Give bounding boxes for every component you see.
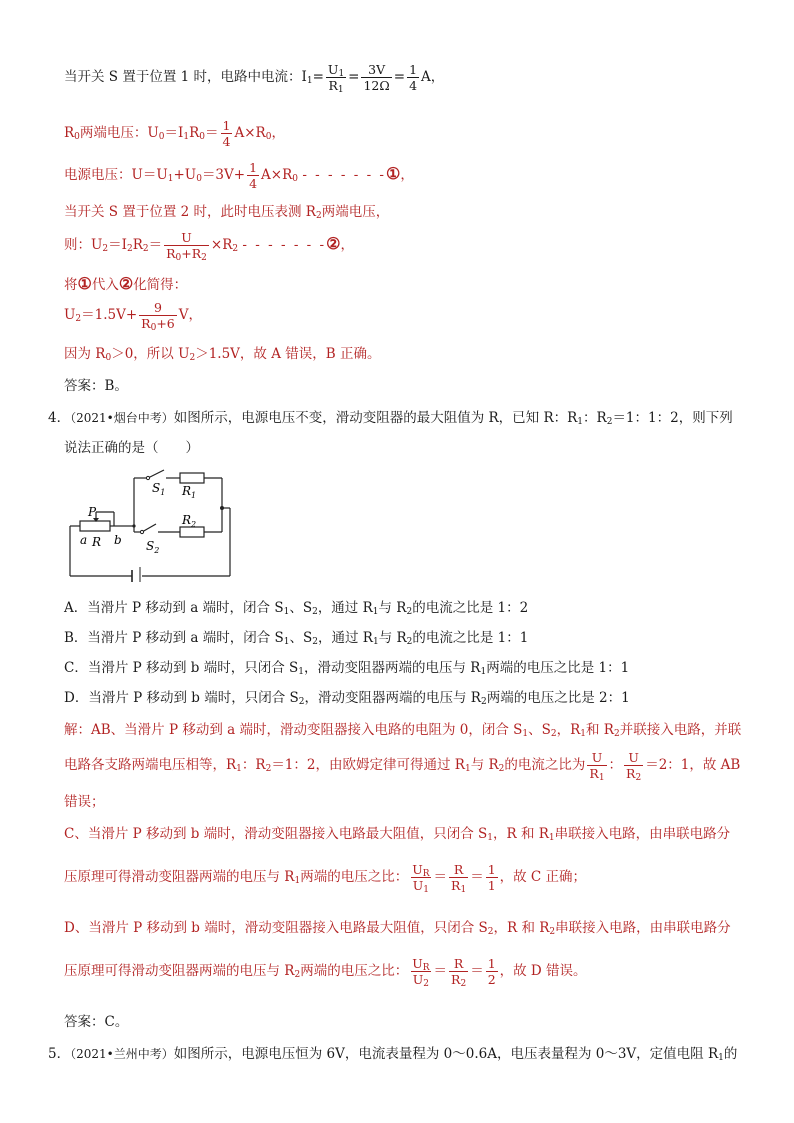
- fraction: $\frac{1}{2}$: [487, 956, 496, 987]
- answer-c: 答案：C。: [64, 1014, 129, 1030]
- line-u2-simplified: $U_2=1.5V+$ $\frac{9}{R_0+6}$ V，: [64, 300, 202, 333]
- label-s1: $S_1$: [152, 481, 166, 497]
- solution-ab-line1: 解：AB、当滑片 P 移动到 a 端时，滑动变阻器接入电路的电阻为 0，闭合 $S_1$、$S_2$，$R_1$和 $R_2$并联接入电路，并联: [64, 722, 742, 739]
- fraction: $\frac{R}{R_1}$: [451, 862, 467, 895]
- fraction: $\frac{U_R}{U_2}$: [412, 956, 430, 989]
- solution-d-line2: 压原理可得滑动变阻器两端的电压与 $R_2$两端的电压之比： $\frac{U_R}{U_2}$ ＝ $\frac{R}{R_2}$ ＝ $\frac{1}{2}$ ，故 D 错误。: [64, 956, 587, 989]
- fraction: $\frac{1}{4}$: [222, 118, 231, 149]
- fraction: $\frac{U_1}{R_1}$: [327, 62, 345, 95]
- label-s2: $S_2$: [146, 539, 160, 555]
- line-u2-expression: 则：$U_2=I_2R_2=$ $\frac{U}{R_0+R_2}$ $\times R_2$ - - - - - - -②，: [64, 230, 354, 263]
- solution-c-line1: C、当滑片 P 移动到 b 端时，滑动变阻器接入电路最大阻值，只闭合 $S_1$，R 和 $R_1$串联接入电路，由串联电路分: [64, 826, 731, 843]
- circled-number-2: ②: [326, 234, 341, 253]
- label-a: a: [80, 533, 88, 547]
- option-d: D．当滑片 P 移动到 b 端时，只闭合 $S_2$，滑动变阻器两端的电压与 $R_2$两端的电压之比是 2：1: [64, 690, 630, 707]
- label-r2: $R_2$: [182, 513, 197, 529]
- fraction: $\frac{3V}{12\Omega}$: [363, 62, 390, 93]
- question-4-stem-line1: 4．（2021•烟台中考）如图所示，电源电压不变，滑动变阻器的最大阻值为 R，已知 R：$R_1$：$R_2=1$：1：2，则下列: [48, 410, 733, 427]
- line-conclusion: 因为 $R_0>0$，所以 $U_2>1.5V$，故 A 错误，B 正确。: [64, 346, 381, 363]
- solution-ab-line3: 错误；: [64, 794, 105, 810]
- label-p: P: [88, 505, 97, 519]
- label-b: b: [114, 533, 122, 547]
- option-a: A．当滑片 P 移动到 a 端时，闭合 $S_1$、$S_2$，通过 $R_1$与 $R_2$的电流之比是 1：2: [64, 600, 529, 617]
- option-c: C．当滑片 P 移动到 b 端时，只闭合 $S_1$，滑动变阻器两端的电压与 $R_1$两端的电压之比是 1：1: [64, 660, 630, 677]
- solution-c-line2: 压原理可得滑动变阻器两端的电压与 $R_1$两端的电压之比： $\frac{U_R}{U_1}$ ＝ $\frac{R}{R_1}$ ＝ $\frac{1}{1}$ ，故 C 正确；: [64, 862, 587, 895]
- line-switch-position2: 当开关 S 置于位置 2 时，此时电压表测 $R_2$两端电压，: [64, 204, 390, 221]
- fraction: $\frac{9}{R_0+6}$: [141, 300, 175, 333]
- line-substitute: 将①代入②化简得：: [64, 274, 188, 293]
- option-b: B．当滑片 P 移动到 a 端时，闭合 $S_1$、$S_2$，通过 $R_1$与 $R_2$的电流之比是 1：1: [64, 630, 529, 647]
- fraction: $\frac{1}{4}$: [409, 62, 418, 93]
- line-r0-voltage: $R_0$两端电压：$U_0=I_1R_0=$ $\frac{1}{4}$ $A\times R_0$，: [64, 118, 285, 149]
- line-current-position1: 当开关 S 置于位置 1 时，电路中电流：$I_1=$ $\frac{U_1}{R_1}$ = $\frac{3V}{12\Omega}$ = $\frac{1}{4}$ A，: [64, 62, 445, 95]
- solution-ab-line2: 电路各支路两端电压相等，$R_1$：$R_2=1$：2，由欧姆定律可得通过 $R_1$与 $R_2$的电流之比为 $\frac{U}{R_1}$ ： $\frac{U}{R_2}$ ＝2：1，故 AB: [64, 750, 741, 783]
- fraction: $\frac{U}{R_2}$: [626, 750, 642, 783]
- fraction: $\frac{U_R}{U_1}$: [412, 862, 430, 895]
- circuit-diagram: [62, 466, 242, 582]
- fraction: $\frac{1}{4}$: [249, 160, 258, 191]
- solution-d-line1: D、当滑片 P 移动到 b 端时，滑动变阻器接入电路最大阻值，只闭合 $S_2$，R 和 $R_2$串联接入电路，由串联电路分: [64, 920, 731, 937]
- fraction: $\frac{U}{R_0+R_2}$: [166, 230, 207, 263]
- label-r: R: [92, 535, 102, 549]
- line-source-voltage: 电源电压：$U=U_1+U_0=3V+$ $\frac{1}{4}$ $A\times R_0$ - - - - - - -①，: [64, 160, 414, 191]
- question-5-stem: 5．（2021•兰州中考）如图所示，电源电压恒为 6V，电流表量程为 0～0.6A，电压表量程为 0～3V，定值电阻 $R_1$的: [48, 1046, 738, 1063]
- answer-b: 答案：B。: [64, 378, 128, 394]
- label-r1: $R_1$: [182, 484, 197, 500]
- fraction: $\frac{U}{R_1}$: [589, 750, 605, 783]
- circled-number-1: ①: [386, 164, 401, 183]
- fraction: $\frac{R}{R_2}$: [451, 956, 467, 989]
- fraction: $\frac{1}{1}$: [487, 862, 496, 893]
- question-4-stem-line2: 说法正确的是（ ）: [64, 440, 199, 456]
